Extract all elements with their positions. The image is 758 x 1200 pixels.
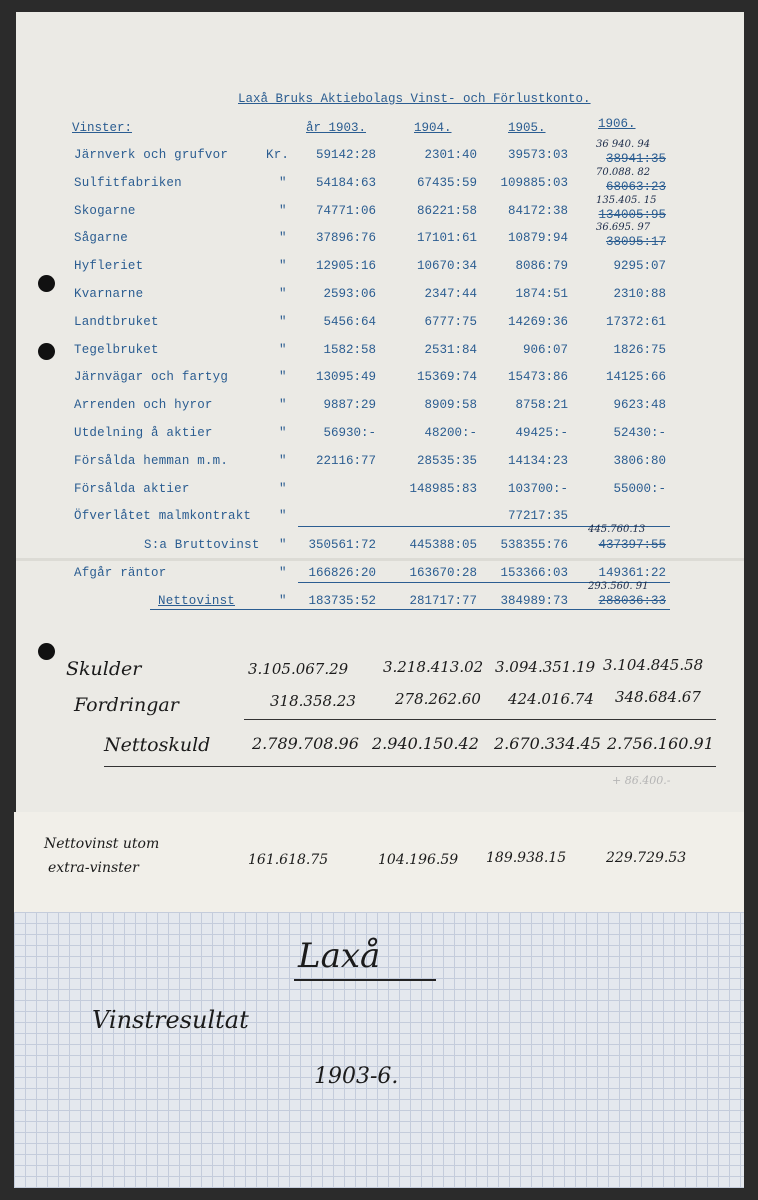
rantor-1906: 149361:22 [598, 566, 666, 580]
nettoskuld-1905: 2.670.334.45 [494, 734, 601, 753]
row-value-1906: 14125:66 [605, 370, 666, 384]
row-label: Försålda aktier [74, 482, 190, 496]
header-vinster: Vinster: [72, 121, 133, 135]
fold-line [16, 558, 744, 561]
skulder-1904: 3.218.413.02 [383, 658, 484, 676]
row-value-1905: 8758:21 [515, 398, 568, 412]
row-unit: " [279, 315, 287, 329]
row-value-1904: 2301:40 [424, 148, 477, 162]
row-value-1903: 74771:06 [315, 204, 376, 218]
row-value-1905: 49425:- [515, 426, 568, 440]
row-label: Arrenden och hyror [74, 398, 213, 412]
row-value-1906: 1826:75 [613, 343, 666, 357]
row-value-1905: 8086:79 [515, 259, 568, 273]
row-label: Järnverk och grufvor [74, 148, 229, 162]
row-value-1904: 48200:- [424, 426, 477, 440]
punch-hole [38, 275, 55, 292]
skulder-1905: 3.094.351.19 [495, 658, 596, 676]
row-value-1906: 134005:95 [598, 208, 666, 222]
row-value-1906-correction: 36 940. 94 [596, 139, 651, 150]
row-value-1903: 2593:06 [323, 287, 376, 301]
rantor-unit: " [279, 566, 287, 580]
row-value-1906-correction: 135.405. 15 [596, 195, 657, 206]
brutto-unit: " [279, 538, 287, 552]
netto-underline [150, 609, 670, 610]
row-value-1905: 109885:03 [500, 176, 568, 190]
row-value-1905: 103700:- [507, 482, 568, 496]
faint-note: + 86.400.- [612, 774, 671, 787]
row-unit: " [279, 259, 287, 273]
punch-hole [38, 643, 55, 660]
row-value-1905: 15473:86 [507, 370, 568, 384]
row-value-1903: 54184:63 [315, 176, 376, 190]
row-value-1903: 1582:58 [323, 343, 376, 357]
row-value-1904: 148985:83 [409, 482, 477, 496]
row-value-1905: 77217:35 [507, 509, 568, 523]
slip-1906: 229.729.53 [606, 850, 687, 866]
punch-hole [38, 343, 55, 360]
card-title: Laxå [298, 936, 381, 976]
fordringar-1906: 348.684.67 [615, 688, 701, 706]
row-value-1905: 1874:51 [515, 287, 568, 301]
row-value-1906: 9295:07 [613, 259, 666, 273]
fordringar-1904: 278.262.60 [395, 690, 481, 708]
card-title-underline [294, 979, 436, 981]
nettoskuld-1904: 2.940.150.42 [372, 734, 479, 753]
nettoskuld-rule [104, 766, 716, 767]
skulder-1903: 3.105.067.29 [248, 660, 349, 678]
debt-sum-rule [244, 719, 716, 720]
row-value-1904: 17101:61 [416, 231, 477, 245]
slip-label-line2: extra-vinster [48, 860, 139, 876]
row-value-1903: 37896:76 [315, 231, 376, 245]
row-value-1906: 38941:35 [605, 152, 666, 166]
row-label: Kvarnarne [74, 287, 144, 301]
brutto-1906: 437397:55 [598, 538, 666, 552]
row-label: Landtbruket [74, 315, 159, 329]
row-label: Öfverlåtet malmkontrakt [74, 509, 252, 523]
row-value-1904: 15369:74 [416, 370, 477, 384]
row-value-1903: 22116:77 [315, 454, 376, 468]
skulder-label: Skulder [66, 658, 142, 680]
row-unit: " [279, 454, 287, 468]
row-value-1905: 906:07 [522, 343, 568, 357]
brutto-1905: 538355:76 [500, 538, 568, 552]
brutto-1906-correction: 445.760.13 [588, 524, 646, 535]
fordringar-1903: 318.358.23 [270, 692, 356, 710]
netto-unit: " [279, 594, 287, 608]
fordringar-label: Fordringar [74, 694, 179, 716]
row-value-1906: 2310:88 [613, 287, 666, 301]
row-value-1904: 10670:34 [416, 259, 477, 273]
nettoskuld-1903: 2.789.708.96 [252, 734, 359, 753]
rantor-1903: 166826:20 [308, 566, 376, 580]
row-value-1906-correction: 36.695. 97 [596, 222, 651, 233]
netto-1906-correction: 293.560. 91 [588, 581, 649, 592]
row-value-1904: 28535:35 [416, 454, 477, 468]
brutto-1903: 350561:72 [308, 538, 376, 552]
row-label: Järnvägar och fartyg [74, 370, 229, 384]
netto-1906: 288036:33 [598, 594, 666, 608]
row-unit: " [279, 231, 287, 245]
row-unit: " [279, 287, 287, 301]
row-label: Tegelbruket [74, 343, 159, 357]
row-unit: " [279, 482, 287, 496]
slip-1905: 189.938.15 [486, 850, 567, 866]
brutto-1904: 445388:05 [409, 538, 477, 552]
header-year-1904: 1904. [414, 121, 452, 135]
netto-1904: 281717:77 [409, 594, 477, 608]
row-value-1904: 2347:44 [424, 287, 477, 301]
header-year-1905: 1905. [508, 121, 546, 135]
row-value-1906: 52430:- [613, 426, 666, 440]
row-value-1905: 10879:94 [507, 231, 568, 245]
row-label: Utdelning å aktier [74, 426, 213, 440]
row-label: Sågarne [74, 231, 128, 245]
netto-1905: 384989:73 [500, 594, 568, 608]
header-year-1906: 1906. [598, 117, 636, 131]
row-value-1904: 6777:75 [424, 315, 477, 329]
row-value-1906: 9623:48 [613, 398, 666, 412]
row-value-1906: 55000:- [613, 482, 666, 496]
row-value-1906: 3806:80 [613, 454, 666, 468]
header-year-1903: år 1903. [306, 121, 367, 135]
slip-label-line1: Nettovinst utom [44, 836, 160, 852]
slip-1904: 104.196.59 [378, 852, 459, 868]
row-value-1906-correction: 70.088. 82 [596, 167, 651, 178]
fordringar-1905: 424.016.74 [508, 690, 594, 708]
card-subtitle: Vinstresultat [92, 1006, 249, 1034]
row-unit: " [279, 426, 287, 440]
row-value-1903: 12905:16 [315, 259, 376, 273]
row-value-1906: 38095:17 [605, 235, 666, 249]
row-value-1906: 68063:23 [605, 180, 666, 194]
row-label: Försålda hemman m.m. [74, 454, 229, 468]
row-value-1906: 17372:61 [605, 315, 666, 329]
row-unit: " [279, 204, 287, 218]
row-label: Skogarne [74, 204, 136, 218]
row-label: Sulfitfabriken [74, 176, 182, 190]
row-value-1904: 8909:58 [424, 398, 477, 412]
row-value-1905: 14269:36 [507, 315, 568, 329]
row-label: Hyfleriet [74, 259, 144, 273]
nettoskuld-1906: 2.756.160.91 [607, 734, 714, 753]
rantor-label: Afgår räntor [74, 566, 167, 580]
row-value-1903: 9887:29 [323, 398, 376, 412]
skulder-1906: 3.104.845.58 [603, 656, 704, 674]
netto-1903: 183735:52 [308, 594, 376, 608]
row-value-1903: 59142:28 [315, 148, 376, 162]
nettoskuld-label: Nettoskuld [104, 734, 211, 756]
row-unit: " [279, 509, 287, 523]
row-unit: " [279, 398, 287, 412]
row-value-1904: 67435:59 [416, 176, 477, 190]
row-value-1905: 14134:23 [507, 454, 568, 468]
row-unit: " [279, 343, 287, 357]
netto-label: Nettovinst [158, 594, 236, 608]
row-value-1903: 13095:49 [315, 370, 376, 384]
slip-1903: 161.618.75 [248, 852, 329, 868]
row-unit: Kr. [266, 148, 290, 162]
row-value-1903: 56930:- [323, 426, 376, 440]
rantor-1904: 163670:28 [409, 566, 477, 580]
row-value-1904: 86221:58 [416, 204, 477, 218]
row-unit: " [279, 176, 287, 190]
row-value-1904: 2531:84 [424, 343, 477, 357]
brutto-label: S:a Bruttovinst [144, 538, 260, 552]
card-years: 1903-6. [314, 1064, 399, 1089]
row-unit: " [279, 370, 287, 384]
ledger-title: Laxå Bruks Aktiebolags Vinst- och Förlustkonto. [238, 92, 591, 106]
row-value-1903: 5456:64 [323, 315, 376, 329]
row-value-1905: 84172:38 [507, 204, 568, 218]
rantor-1905: 153366:03 [500, 566, 568, 580]
row-value-1905: 39573:03 [507, 148, 568, 162]
